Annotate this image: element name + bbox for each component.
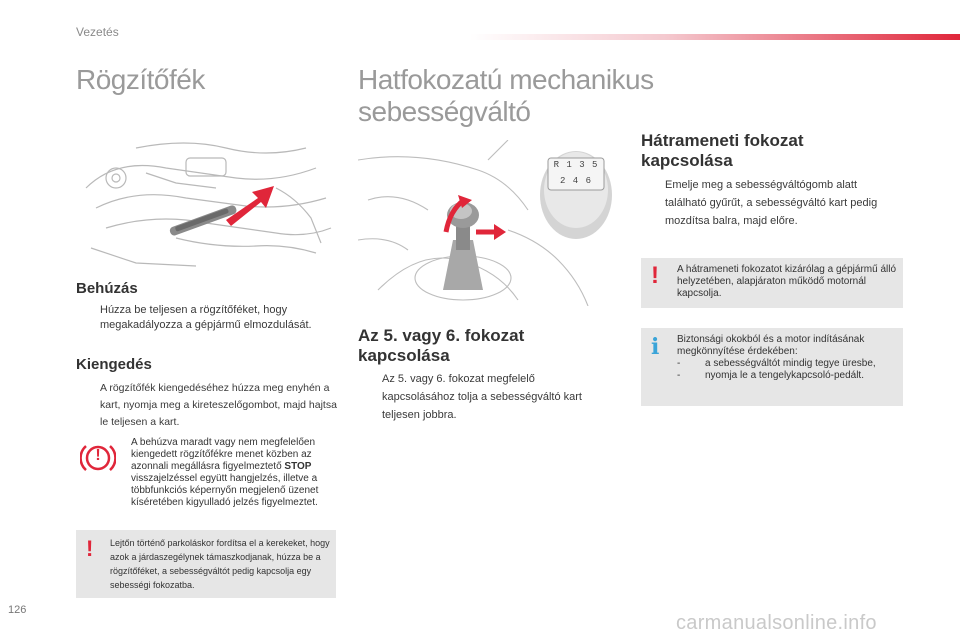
brake-warning-symbol: ! — [95, 447, 101, 464]
reverse-warning-text: A hátrameneti fokozatot kizárólag a gépjármű álló helyzetében, alapjáraton működő motornál kapcsolja. — [677, 264, 897, 299]
safety-info-item-text: nyomja le a tengelykapcsoló-pedált. — [705, 370, 864, 381]
pull-bullet — [76, 303, 338, 333]
gear56-heading-line2: kapcsolása — [358, 346, 450, 365]
section-label: Vezetés — [76, 25, 119, 39]
reverse-warning-symbol: ! — [651, 262, 659, 289]
pull-heading: Behúzás — [76, 280, 138, 297]
gear56-heading-line1: Az 5. vagy 6. fokozat — [358, 326, 525, 345]
reverse-bullet-text: Emelje meg a sebességváltógomb alatt található gyűrűt, a sebességváltó kart pedig mozdítsa balra, majd előre. — [665, 179, 878, 227]
safety-info-content — [677, 334, 899, 382]
release-heading: Kiengedés — [76, 356, 152, 373]
gear56-bullet-text: Az 5. vagy 6. fokozat megfelelő kapcsolásához tolja a sebességváltó kart teljesen jobbra. — [382, 373, 582, 421]
page-title-parking-brake: Rögzítőfék — [76, 64, 205, 95]
header-accent-bar — [470, 34, 960, 40]
safety-info-item — [677, 358, 899, 370]
reverse-heading — [641, 131, 803, 171]
brake-warning-text-1: A behúzva maradt vagy nem megfelelően kiengedett rögzítőfékre menet közben az azonnali megállásra figyelmeztető — [131, 437, 315, 472]
brake-warning-text — [131, 437, 337, 509]
parking-slope-note — [76, 530, 336, 598]
pull-bullet-text: Húzza be teljesen a rögzítőféket, hogy megakadályozza a gépjármű elmozdulását. — [100, 304, 312, 331]
list-dash: - — [677, 370, 681, 381]
slope-note-symbol: ! — [86, 536, 94, 561]
gear56-heading — [358, 326, 524, 366]
page-title-gearbox — [358, 64, 654, 128]
release-bullet — [76, 380, 338, 431]
gear56-bullet — [358, 370, 608, 424]
brake-warning-stop: STOP — [284, 461, 312, 472]
reverse-heading-line1: Hátrameneti fokozat — [641, 131, 804, 150]
slope-note-text: Lejtőn történő parkoláskor fordítsa el a kerekeket, hogy azok a járdaszegélynek támaszkodjanak, húzza be a rögzítőféket, a sebességváltót pedig kapcsolja egy sebességi fokozatba. — [110, 538, 330, 590]
reverse-warning-box — [641, 258, 903, 308]
safety-info-item-text: a sebességváltót mindig tegye üresbe, — [705, 358, 876, 369]
watermark: carmanualsonline.info — [676, 612, 877, 634]
brake-warning-icon — [80, 440, 116, 476]
gearbox-title-line2: sebességváltó — [358, 96, 531, 127]
page-number: 126 — [8, 604, 27, 616]
brake-warning-text-2: visszajelzéssel együtt hangjelzés, illetve a többfunkciós képernyőn megjelenő üzenet kíséretében kigyulladó jelzés figyelmeztet. — [131, 473, 319, 508]
parking-brake-illustration — [76, 128, 334, 270]
gear-lever-illustration — [358, 140, 616, 306]
knob-bottom-pattern: 2 4 6 — [559, 176, 592, 186]
safety-info-box — [641, 328, 903, 406]
info-icon: i — [651, 334, 660, 360]
safety-info-item — [677, 370, 899, 382]
safety-info-intro: Biztonsági okokból és a motor indításának megkönnyítése érdekében: — [677, 334, 865, 357]
list-dash: - — [677, 358, 681, 369]
release-bullet-text: A rögzítőfék kiengedéséhez húzza meg enyhén a kart, nyomja meg a kireteszelőgombot, majd hajtsa le teljesen a kart. — [100, 382, 337, 428]
knob-top-pattern: R 1 3 5 — [553, 160, 599, 170]
reverse-heading-line2: kapcsolása — [641, 151, 733, 170]
reverse-bullet — [641, 176, 891, 230]
gearbox-title-line1: Hatfokozatú mechanikus — [358, 64, 654, 95]
